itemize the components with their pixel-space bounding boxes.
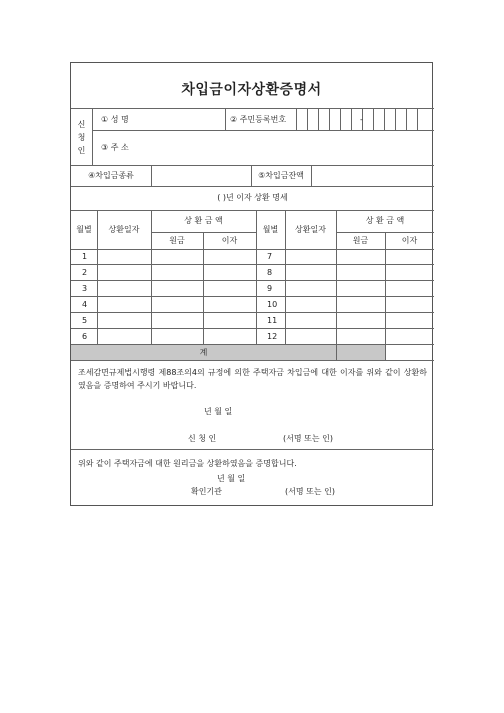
resident-no-dash: - [360, 115, 363, 124]
applicant-label-3: 인 [77, 146, 86, 155]
repay-date-header-left: 상환일자 [108, 225, 140, 234]
month-cell: 10 [267, 300, 278, 309]
month-cell: 9 [267, 284, 273, 293]
total-principal-cell [337, 345, 385, 360]
total-label: 계 [199, 348, 208, 357]
month-cell: 5 [82, 316, 88, 325]
applicant-label-1: 신 [77, 120, 86, 129]
loan-type-label: ④차입금종류 [88, 171, 134, 180]
loan-balance-field[interactable] [312, 166, 433, 185]
name-label: ① 성 명 [101, 115, 129, 124]
month-header-right: 월별 [262, 225, 279, 234]
applicant-sign-note: (서명 또는 인) [283, 434, 333, 443]
interest-header-left: 이자 [221, 236, 238, 245]
certificate-form [70, 62, 433, 506]
confirm-org-label: 확인기관 [191, 487, 222, 496]
form-title: 차입금이자상환증명서 [181, 82, 322, 98]
confirm-text: 위와 같이 주택자금에 대한 원리금을 상환하였음을 증명합니다. [78, 459, 297, 468]
interest-header-right: 이자 [401, 236, 418, 245]
month-cell: 8 [267, 268, 273, 277]
address-label: ③ 주 소 [101, 143, 129, 152]
repay-amount-header-left: 상 환 금 액 [184, 216, 223, 225]
request-date-line: 년 월 일 [204, 407, 233, 416]
month-cell: 3 [82, 284, 88, 293]
address-field[interactable] [151, 131, 433, 164]
confirm-date-line: 년 월 일 [217, 474, 246, 483]
principal-header-right: 원금 [352, 236, 369, 245]
name-field[interactable] [151, 109, 224, 129]
month-cell: 1 [82, 252, 88, 261]
resident-no-label: ② 주민등록번호 [230, 115, 287, 124]
repay-date-header-right: 상환일자 [295, 225, 326, 234]
repay-amount-header-right: 상 환 금 액 [365, 216, 405, 225]
month-header-left: 월별 [76, 225, 92, 234]
loan-type-field[interactable] [152, 166, 250, 185]
applicant-label-2: 청 [77, 133, 86, 142]
confirm-sign-note: (서명 또는 인) [285, 487, 335, 496]
principal-header-left: 원금 [169, 236, 185, 245]
resident-no-field[interactable] [297, 109, 433, 129]
month-cell: 7 [267, 252, 273, 261]
loan-balance-label: ⑤차입금잔액 [258, 171, 304, 180]
applicant-sign-label: 신 청 인 [188, 434, 217, 443]
month-cell: 2 [82, 268, 88, 277]
statement-title: ( )년 이자 상환 명세 [217, 193, 288, 202]
month-cell: 4 [82, 300, 88, 309]
request-text: 조세감면규제법시행령 제88조의4의 규정에 의한 주택자금 차입금에 대한 이자를 위와 같이 상환하였음을 증명하여 주시기 바랍니다. [78, 368, 427, 390]
month-cell: 11 [267, 316, 278, 325]
month-cell: 6 [82, 332, 88, 341]
month-cell: 12 [267, 332, 278, 341]
